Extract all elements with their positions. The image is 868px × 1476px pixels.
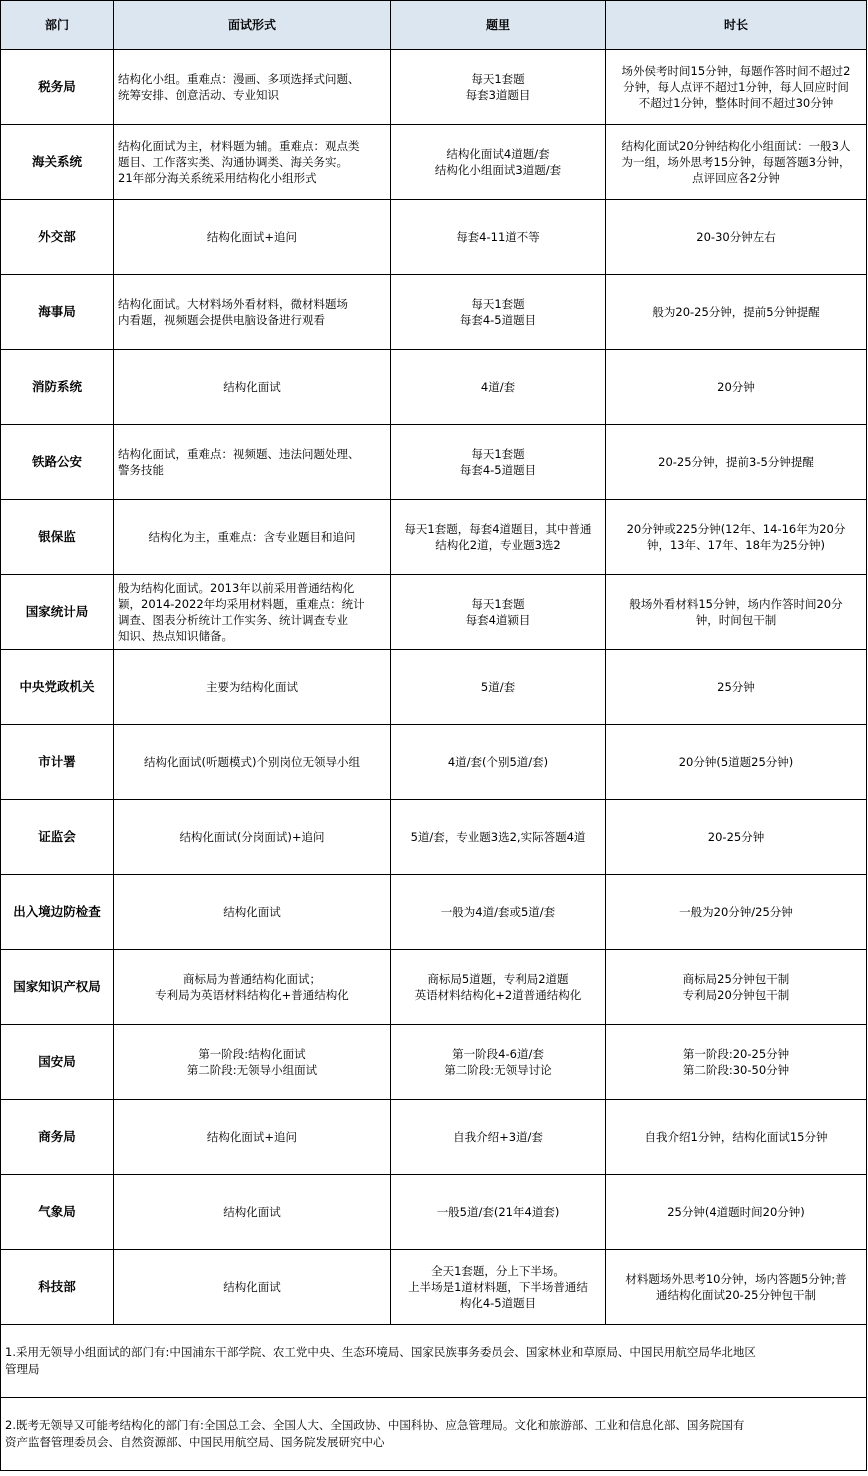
form-cell — [114, 500, 391, 575]
form-cell-line: 统筹安排、创意活动、专业知识 — [118, 88, 279, 102]
duration-cell-line: 钟，13年、17年、18年为25分钟) — [646, 538, 826, 552]
dept-cell: 出入境边防检查 — [1, 875, 114, 950]
questions-cell-line: 每天1套题 — [471, 297, 525, 311]
table-row — [1, 1100, 867, 1175]
table-row — [1, 500, 867, 575]
questions-cell-line: 英语材料结构化+2道普通结构化 — [414, 988, 582, 1002]
form-cell-line: 第二阶段:无领导小组面试 — [186, 1063, 318, 1077]
form-cell — [114, 125, 391, 200]
form-cell — [114, 1250, 391, 1325]
dept-cell: 海事局 — [1, 275, 114, 350]
duration-cell-line: 场外侯考时间15分钟，每题作答时间不超过2 — [621, 64, 851, 78]
duration-cell-line: 自我介绍1分钟，结构化面试15分钟 — [644, 1130, 828, 1144]
table-row — [1, 125, 867, 200]
table-row — [1, 425, 867, 500]
questions-cell-line: 结构化小组面试3道题/套 — [434, 163, 562, 177]
table-row — [1, 950, 867, 1025]
note-line: 1.采用无领导小组面试的部门有:中国浦东干部学院、农工党中央、生态环境局、国家民族事务委员会、国家林业和草原局、中国民用航空局华北地区 — [5, 1345, 756, 1359]
notes-body — [1, 1325, 867, 1471]
questions-cell-line: 每天1套题 — [471, 447, 525, 461]
header-duration: 时长 — [606, 1, 867, 50]
form-cell — [114, 575, 391, 650]
duration-cell-line: 点评回应各2分钟 — [692, 171, 780, 185]
duration-cell-line: 为一组，场外思考15分钟，每题答题3分钟， — [621, 155, 851, 169]
form-cell-line: 结构化小组。重难点：漫画、多项选择式问题、 — [118, 72, 360, 86]
duration-cell — [606, 1175, 867, 1250]
form-cell — [114, 950, 391, 1025]
duration-cell — [606, 875, 867, 950]
duration-cell-line: 20分钟或225分钟(12年、14-16年为20分 — [626, 522, 846, 536]
form-cell-line: 专利局为英语材料结构化+普通结构化 — [155, 988, 349, 1002]
questions-cell — [391, 1250, 606, 1325]
form-cell-line: 颖，2014-2022年均采用材料题，重难点：统计 — [118, 597, 365, 611]
form-cell — [114, 1025, 391, 1100]
duration-cell-line: 20分钟(5道题25分钟) — [678, 755, 794, 769]
note-row — [1, 1398, 867, 1471]
duration-cell-line: 20-30分钟左右 — [696, 230, 776, 244]
questions-cell-line: 每套4-11道不等 — [456, 230, 540, 244]
questions-cell — [391, 950, 606, 1025]
questions-cell-line: 每套4-5道题目 — [459, 313, 537, 327]
form-cell — [114, 1100, 391, 1175]
duration-cell-line: 20分钟 — [717, 380, 755, 394]
questions-cell — [391, 875, 606, 950]
note-line: 2.既考无领导又可能考结构化的部门有:全国总工会、全国人大、全国政协、中国科协、应急管理局。文化和旅游部、工业和信息化部、国务院国有 — [5, 1418, 745, 1432]
duration-cell-line: 结构化面试20分钟结构化小组面试：一般3人 — [621, 139, 851, 153]
duration-cell — [606, 800, 867, 875]
form-cell-line: 结构化面试(分岗面试)+追问 — [179, 830, 325, 844]
table-row — [1, 1250, 867, 1325]
dept-cell: 市计署 — [1, 725, 114, 800]
questions-cell-line: 每套4道颍目 — [465, 613, 531, 627]
table-row — [1, 650, 867, 725]
dept-cell: 外交部 — [1, 200, 114, 275]
questions-cell-line: 每天1套题，每套4道题目，其中普通 — [404, 522, 592, 536]
dept-cell: 国家知识产权局 — [1, 950, 114, 1025]
duration-cell-line: 商标局25分钟包干制 — [682, 972, 790, 986]
duration-cell-line: 般场外看材料15分钟，场内作答时间20分 — [629, 597, 843, 611]
form-cell — [114, 725, 391, 800]
dept-cell: 证监会 — [1, 800, 114, 875]
form-cell — [114, 50, 391, 125]
questions-cell-line: 一般5道/套(21年4道套) — [436, 1205, 560, 1219]
dept-cell: 银保监 — [1, 500, 114, 575]
table-row — [1, 50, 867, 125]
duration-cell-line: 第一阶段:20-25分钟 — [682, 1047, 790, 1061]
questions-cell — [391, 200, 606, 275]
questions-cell — [391, 800, 606, 875]
duration-cell — [606, 650, 867, 725]
questions-cell — [391, 1025, 606, 1100]
questions-cell-line: 结构化面试4道题/套 — [446, 147, 550, 161]
questions-cell — [391, 50, 606, 125]
duration-cell — [606, 275, 867, 350]
form-cell-line: 主要为结构化面试 — [206, 680, 298, 694]
note-cell — [1, 1398, 867, 1471]
duration-cell-line: 分钟，每人点评不超过1分钟，每人回应时间 — [623, 80, 849, 94]
dept-cell: 国家统计局 — [1, 575, 114, 650]
form-cell — [114, 875, 391, 950]
form-cell-line: 结构化面试+追问 — [206, 1130, 298, 1144]
questions-cell-line: 每套4-5道题目 — [459, 463, 537, 477]
questions-cell — [391, 350, 606, 425]
form-cell-line: 结构化面试 — [223, 1280, 281, 1294]
duration-cell-line: 材料题场外思考10分钟，场内答题5分钟;普 — [625, 1272, 847, 1286]
questions-cell-line: 结构化2道，专业题3选2 — [435, 538, 561, 552]
questions-cell — [391, 1100, 606, 1175]
form-cell-line: 般为结构化面试。2013年以前采用普通结构化 — [118, 581, 355, 595]
duration-cell — [606, 500, 867, 575]
duration-cell — [606, 1025, 867, 1100]
questions-cell — [391, 425, 606, 500]
questions-cell — [391, 125, 606, 200]
note-line: 管理局 — [5, 1362, 40, 1376]
form-cell — [114, 800, 391, 875]
questions-cell — [391, 575, 606, 650]
dept-cell: 中央党政机关 — [1, 650, 114, 725]
duration-cell-line: 一般为20分钟/25分钟 — [679, 905, 793, 919]
questions-cell-line: 商标局5道题，专利局2道题 — [427, 972, 569, 986]
questions-cell — [391, 725, 606, 800]
form-cell-line: 内看题，视频题会提供电脑设备进行观看 — [118, 313, 325, 327]
duration-cell-line: 20-25分钟 — [707, 830, 765, 844]
duration-cell-line: 钟，时间包干制 — [695, 613, 777, 627]
questions-cell-line: 全天1套题，分上下半场。 — [431, 1264, 565, 1278]
duration-cell-line: 第二阶段:30-50分钟 — [682, 1063, 790, 1077]
dept-cell: 铁路公安 — [1, 425, 114, 500]
form-cell-line: 结构化面试(听题模式)个别岗位无领导小组 — [144, 755, 360, 769]
table-row — [1, 1175, 867, 1250]
note-line: 资产监督管理委员会、自然资源部、中国民用航空局、国务院发展研究中心 — [5, 1435, 385, 1449]
duration-cell-line: 般为20-25分钟，提前5分钟提醒 — [652, 305, 820, 319]
form-cell — [114, 1175, 391, 1250]
table-row — [1, 275, 867, 350]
duration-cell — [606, 200, 867, 275]
form-cell — [114, 275, 391, 350]
header-form: 面试形式 — [114, 1, 391, 50]
duration-cell — [606, 950, 867, 1025]
questions-cell-line: 4道/套(个别5道/套) — [447, 755, 549, 769]
duration-cell — [606, 50, 867, 125]
questions-cell-line: 每天1套题 — [471, 597, 525, 611]
duration-cell-line: 25分钟(4道题时间20分钟) — [667, 1205, 805, 1219]
dept-cell: 气象局 — [1, 1175, 114, 1250]
form-cell-line: 结构化面试为主，材料题为辅。重难点：观点类 — [118, 139, 360, 153]
questions-cell-line: 上半场是1道材料题，下半场普通结 — [408, 1280, 588, 1294]
form-cell-line: 结构化面试 — [223, 380, 281, 394]
note-row — [1, 1325, 867, 1398]
dept-cell: 税务局 — [1, 50, 114, 125]
duration-cell — [606, 1100, 867, 1175]
duration-cell-line: 25分钟 — [717, 680, 755, 694]
duration-cell — [606, 725, 867, 800]
table-row — [1, 575, 867, 650]
form-cell-line: 结构化面试 — [223, 905, 281, 919]
questions-cell-line: 每套3道题目 — [465, 88, 531, 102]
form-cell-line: 第一阶段:结构化面试 — [198, 1047, 306, 1061]
duration-cell-line: 专利局20分钟包干制 — [682, 988, 790, 1002]
dept-cell: 科技部 — [1, 1250, 114, 1325]
questions-cell-line: 每天1套题 — [471, 72, 525, 86]
questions-cell-line: 5道/套 — [480, 680, 516, 694]
questions-cell-line: 第一阶段4-6道/套 — [452, 1047, 544, 1061]
duration-cell — [606, 125, 867, 200]
questions-cell — [391, 650, 606, 725]
duration-cell-line: 不超过1分钟，整体时间不超过30分钟 — [638, 96, 834, 110]
questions-cell — [391, 1175, 606, 1250]
duration-cell-line: 20-25分钟，提前3-5分钟提醒 — [658, 455, 814, 469]
form-cell-line: 警务技能 — [118, 463, 164, 477]
form-cell-line: 结构化面试。大材料场外看材料，微材料题场 — [118, 297, 348, 311]
duration-cell — [606, 350, 867, 425]
duration-cell — [606, 1250, 867, 1325]
duration-cell — [606, 425, 867, 500]
form-cell-line: 知识、热点知识储备。 — [118, 629, 233, 643]
form-cell-line: 结构化面试 — [223, 1205, 281, 1219]
form-cell-line: 21年部分海关系统采用结构化小组形式 — [118, 171, 317, 185]
table-row — [1, 725, 867, 800]
table-row — [1, 1025, 867, 1100]
note-cell — [1, 1325, 867, 1398]
form-cell-line: 调查、图表分析统计工作实务、统计调查专业 — [118, 613, 348, 627]
table-row — [1, 200, 867, 275]
questions-cell-line: 第二阶段:无领导讨论 — [444, 1063, 552, 1077]
header-questions: 题里 — [391, 1, 606, 50]
questions-cell-line: 4道/套 — [480, 380, 516, 394]
form-cell-line: 结构化面试，重难点：视频题、违法问题处理、 — [118, 447, 360, 461]
duration-cell-line: 通结构化面试20-25分钟包干制 — [656, 1288, 816, 1302]
form-cell — [114, 650, 391, 725]
dept-cell: 商务局 — [1, 1100, 114, 1175]
dept-cell: 海关系统 — [1, 125, 114, 200]
questions-cell — [391, 275, 606, 350]
questions-cell-line: 自我介绍+3道/套 — [453, 1130, 543, 1144]
form-cell — [114, 350, 391, 425]
form-cell — [114, 200, 391, 275]
questions-cell-line: 5道/套，专业题3选2,实际答题4道 — [410, 830, 586, 844]
table-row — [1, 350, 867, 425]
header-dept: 部门 — [1, 1, 114, 50]
table-body — [1, 50, 867, 1325]
questions-cell — [391, 500, 606, 575]
form-cell-line: 结构化面试+追问 — [206, 230, 298, 244]
questions-cell-line: 一般为4道/套或5道/套 — [440, 905, 556, 919]
dept-cell: 消防系统 — [1, 350, 114, 425]
form-cell-line: 商标局为普通结构化面试； — [183, 972, 321, 986]
table-row — [1, 800, 867, 875]
table-row — [1, 875, 867, 950]
form-cell-line: 结构化为主，重难点：含专业题目和追问 — [148, 530, 356, 544]
form-cell-line: 题目、工作落实类、沟通协调类、海关务实。 — [118, 155, 348, 169]
header-row — [1, 1, 867, 50]
duration-cell — [606, 575, 867, 650]
questions-cell-line: 构化4-5道题目 — [459, 1296, 537, 1310]
form-cell — [114, 425, 391, 500]
dept-cell: 国安局 — [1, 1025, 114, 1100]
